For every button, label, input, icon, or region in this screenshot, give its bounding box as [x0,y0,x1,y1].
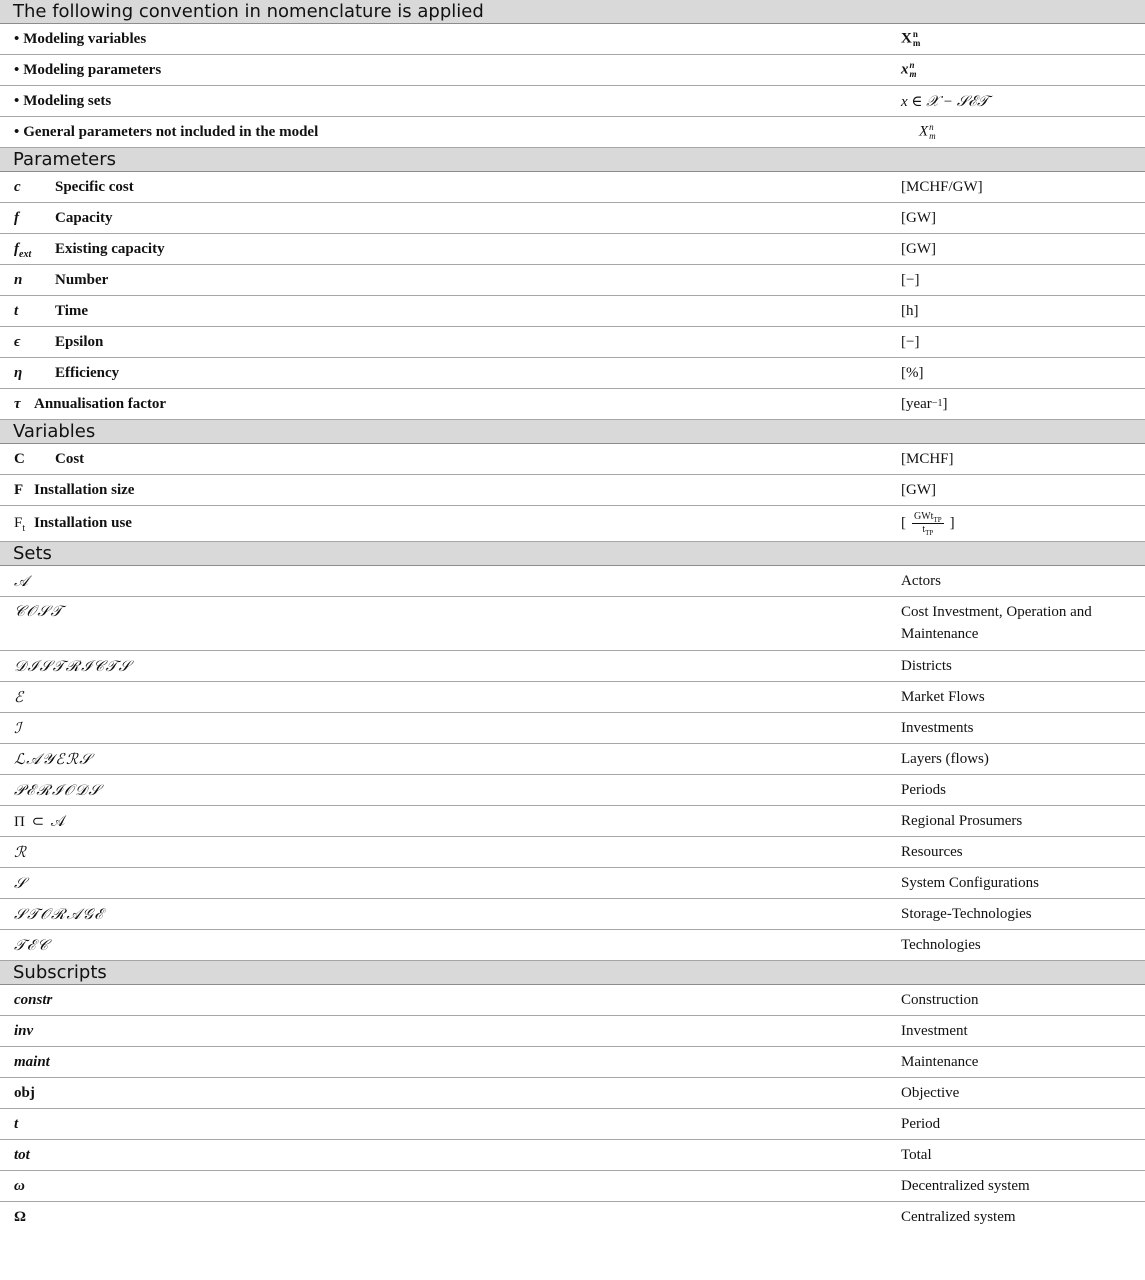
parameter-unit: [GW] [901,209,936,226]
set-row [0,806,1145,837]
set-row [0,682,1145,713]
set-row [0,744,1145,775]
subscript-symbol: Ω [14,1209,27,1225]
set-symbol: 𝒮 [14,874,28,892]
variable-symbol: $F_t$ [14,515,26,534]
subscript-row [0,1047,1145,1078]
convention-desc: General parameters not included in the model [23,123,319,140]
set-row [0,651,1145,682]
parameter-desc: Number [55,271,109,288]
set-symbol: 𝒯ℰ𝒞 [14,936,50,954]
subscript-desc: Objective [901,1084,960,1101]
set-symbol: 𝒮𝒯𝒪ℛ𝒜𝒢ℰ [14,905,105,923]
convention-desc: Modeling parameters [23,61,162,78]
parameter-desc: Epsilon [55,333,104,350]
subscript-symbol: inv [14,1022,34,1039]
convention-example: X n m [901,29,921,48]
set-desc: Layers (flows) [901,750,989,767]
variable-row [0,506,1145,542]
parameter-row [0,327,1145,358]
subscript-row [0,1016,1145,1047]
set-desc: Cost Investment, Operation and Maintenance [901,604,1092,642]
subscript-desc: Decentralized system [901,1177,1030,1194]
subscript-desc: Period [901,1115,941,1132]
variable-symbol: C [14,450,25,467]
convention-row: • Modeling sets x ∈ 𝒳 − 𝒮ℰ𝒯 [0,86,1145,117]
variable-unit: [ $\frac{GWt_{TP}}{t_{TP}}$ ] [901,511,955,537]
set-symbol: 𝒫ℰℛℐ𝒪𝒟𝒮 [14,781,102,799]
subscript-symbol: maint [14,1053,50,1070]
variable-row [0,444,1145,475]
parameter-desc: Capacity [55,209,113,226]
subscript-desc: Total [901,1146,932,1163]
parameter-symbol: ϵ [14,333,21,350]
parameter-symbol: t [14,302,19,319]
subscript-row [0,1078,1145,1109]
convention-row: • Modeling variables X n m [0,24,1145,55]
set-desc: Storage-Technologies [901,905,1032,922]
set-desc: Technologies [901,936,981,953]
parameter-unit: [h] [901,302,919,319]
parameter-symbol: n [14,271,23,288]
set-row [0,930,1145,961]
variable-desc: Installation use [34,515,132,531]
subscript-desc: Maintenance [901,1053,979,1070]
convention-example: x ∈ 𝒳 − 𝒮ℰ𝒯 [901,93,989,110]
subscript-row [0,1202,1145,1233]
set-row [0,566,1145,597]
set-row [0,837,1145,868]
parameter-row [0,358,1145,389]
subscript-symbol: constr [14,991,53,1008]
set-desc: Resources [901,843,963,860]
set-symbol: ℒ𝒜𝒴ℰℛ𝒮 [14,750,93,768]
subscript-desc: Centralized system [901,1209,1016,1225]
parameter-symbol: f [14,209,19,226]
set-desc: Investments [901,719,974,736]
parameter-row [0,389,1145,420]
parameter-unit: [−] [901,333,920,350]
subscript-row [0,1171,1145,1202]
parameter-unit: [−] [901,271,920,288]
parameter-row [0,172,1145,203]
parameter-symbol: τ [14,395,21,412]
variables-header: Variables [0,420,1145,444]
subscripts-header: Subscripts [0,961,1145,985]
subscript-symbol: obj [14,1084,35,1101]
set-symbol: ℐ [14,719,23,737]
parameter-unit: [MCHF/GW] [901,178,983,195]
subscript-symbol: t [14,1115,19,1132]
parameter-row [0,265,1145,296]
convention-desc: Modeling sets [23,92,112,109]
convention-example: X n m [919,122,936,141]
parameter-symbol: c [14,178,21,195]
parameter-row [0,234,1145,265]
set-desc: Regional Prosumers [901,812,1023,829]
variable-unit: [MCHF] [901,450,954,467]
subscript-row [0,1140,1145,1171]
variable-symbol: F [14,481,24,498]
parameter-unit: [%] [901,364,924,381]
subscript-row [0,1109,1145,1140]
set-desc: Market Flows [901,688,985,705]
subscript-symbol: ω [14,1177,25,1194]
sets-header: Sets [0,542,1145,566]
set-row [0,775,1145,806]
set-desc: Periods [901,781,946,798]
set-row [0,899,1145,930]
set-desc: Actors [901,572,941,589]
set-row [0,713,1145,744]
subscript-symbol: tot [14,1146,30,1163]
parameter-desc: Annualisation factor [34,395,167,412]
parameter-desc: Specific cost [55,178,134,195]
set-desc: System Configurations [901,874,1039,891]
set-symbol: ℛ [14,843,28,861]
variable-unit: [GW] [901,481,936,498]
set-symbol: 𝒜 [14,572,30,590]
parameter-desc: Efficiency [55,364,120,381]
convention-header: The following convention in nomenclature is applied [0,0,1145,24]
parameter-unit: [GW] [901,240,936,257]
set-symbol: 𝒞𝒪𝒮𝒯 [14,602,64,620]
subscript-desc: Construction [901,991,979,1008]
parameter-symbol: $f_{ext}$ [14,240,32,260]
convention-row: • Modeling parameters x n m [0,55,1145,86]
parameter-row [0,296,1145,327]
parameter-desc: Existing capacity [55,240,165,257]
parameters-header: Parameters [0,148,1145,172]
subscript-desc: Investment [901,1022,968,1039]
variable-desc: Cost [55,450,85,467]
set-symbol: ℰ [14,688,25,706]
set-row [0,868,1145,899]
variable-row [0,475,1145,506]
set-row [0,597,1145,651]
variable-desc: Installation size [34,481,135,498]
set-symbol: 𝒟ℐ𝒮𝒯ℛℐ𝒞𝒯𝒮 [14,657,132,675]
parameter-row [0,203,1145,234]
set-desc: Districts [901,657,952,674]
convention-row: • General parameters not included in the model X n m [0,117,1145,148]
set-symbol: Π ⊂ 𝒜 [14,813,67,830]
convention-desc: Modeling variables [23,30,147,47]
parameter-unit: [year −1 ] [901,395,948,412]
parameter-symbol: η [14,364,23,381]
subscript-row [0,985,1145,1016]
convention-example: x n m [901,60,917,79]
parameter-desc: Time [55,302,89,319]
